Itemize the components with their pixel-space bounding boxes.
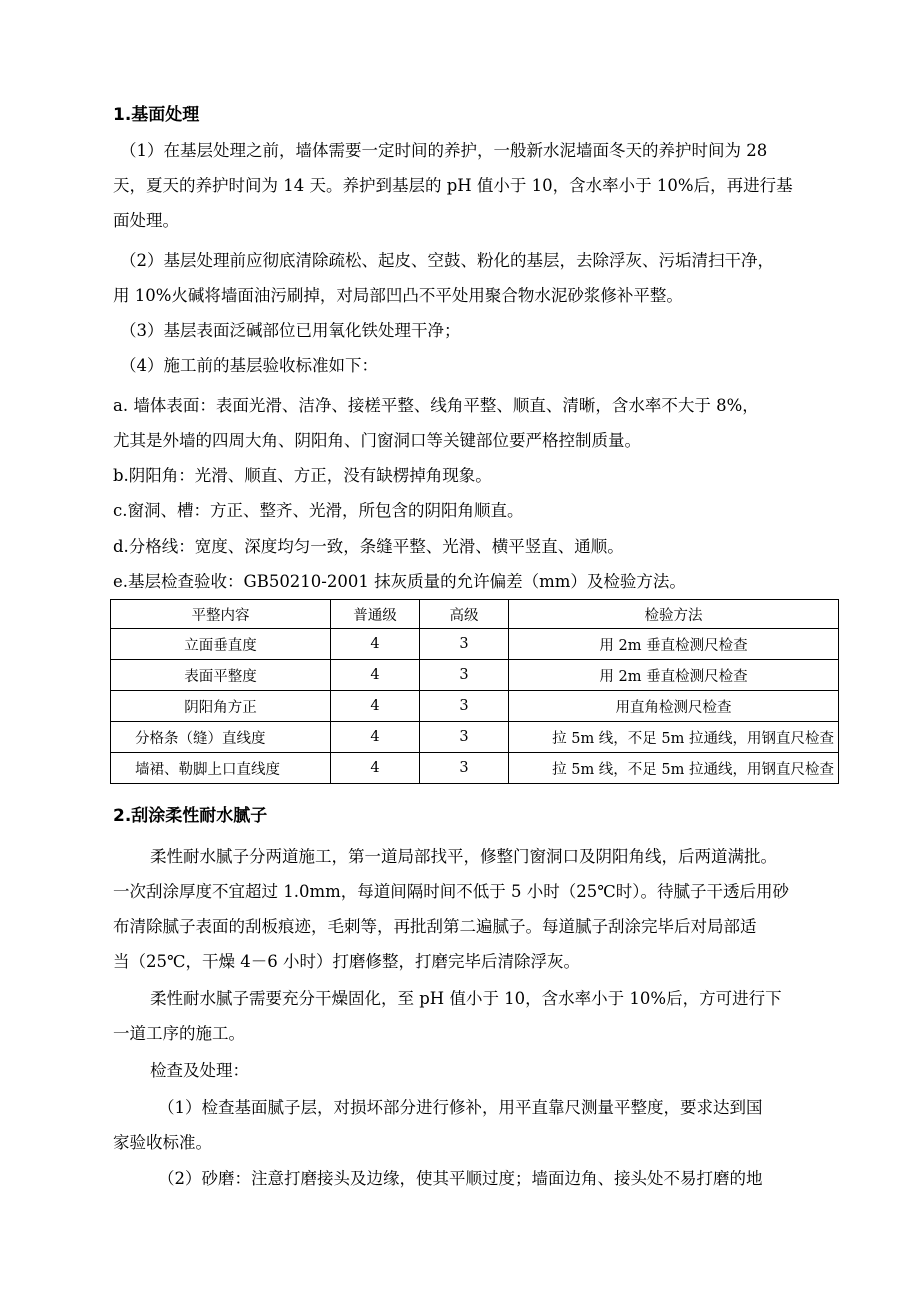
section-2-check-1-line-1: （1）检查基面腻子层，对损坏部分进行修补，用平直靠尺测量平整度，要求达到国 — [158, 1098, 763, 1117]
paragraph-1-line-1: （1）在基层处理之前，墙体需要一定时间的养护，一般新水泥墙面冬天的养护时间为 28 — [120, 141, 768, 160]
table-cell: 3 — [420, 753, 509, 784]
table-row — [111, 629, 839, 660]
section-2-check-2-line-1: （2）砂磨：注意打磨接头及边缘，使其平顺过度；墙面边角、接头处不易打磨的地 — [158, 1169, 763, 1188]
table-cell: 4 — [331, 753, 420, 784]
table-header-cell: 普通级 — [331, 600, 420, 629]
table-cell: 拉 5m 线，不足 5m 拉通线，用钢直尺检查 — [509, 722, 839, 753]
tolerance-table — [110, 599, 839, 784]
table-cell: 4 — [331, 722, 420, 753]
table-row — [111, 753, 839, 784]
table-row — [111, 660, 839, 691]
table-cell: 用直角检测尺检查 — [509, 691, 839, 722]
section-2-paragraph-1-line-4: 当（25℃，干燥 4－6 小时）打磨修整，打磨完毕后清除浮灰。 — [113, 952, 580, 971]
item-d: d.分格线：宽度、深度均匀一致，条缝平整、光滑、横平竖直、通顺。 — [113, 537, 624, 556]
table-cell: 4 — [331, 660, 420, 691]
table-cell: 3 — [420, 722, 509, 753]
section-1-heading: 1.基面处理 — [113, 105, 200, 125]
table-cell: 墙裙、勒脚上口直线度 — [111, 753, 331, 784]
item-c: c.窗洞、槽：方正、整齐、光滑，所包含的阴阳角顺直。 — [113, 501, 524, 520]
table-row — [111, 722, 839, 753]
item-a-line-1: a. 墙体表面：表面光滑、洁净、接槎平整、线角平整、顺直、清晰，含水率不大于 8%， — [113, 396, 759, 415]
table-header-row — [111, 600, 839, 629]
item-e: e.基层检查验收：GB50210-2001 抹灰质量的允许偏差（mm）及检验方法。 — [113, 572, 686, 591]
section-2-paragraph-1-line-1: 柔性耐水腻子分两道施工，第一道局部找平，修整门窗洞口及阴阳角线，后两道满批。 — [150, 847, 777, 866]
table-header-cell: 检验方法 — [509, 600, 839, 629]
section-2-heading: 2.刮涂柔性耐水腻子 — [113, 806, 268, 826]
table-cell: 阴阳角方正 — [111, 691, 331, 722]
paragraph-3: （3）基层表面泛碱部位已用氧化铁处理干净； — [120, 321, 461, 340]
table-cell: 用 2m 垂直检测尺检查 — [509, 660, 839, 691]
table-row — [111, 691, 839, 722]
section-2-paragraph-1-line-2: 一次刮涂厚度不宜超过 1.0mm，每道间隔时间不低于 5 小时（25℃时）。待腻子干透后用砂 — [113, 882, 789, 901]
paragraph-4: （4）施工前的基层验收标准如下： — [120, 356, 378, 375]
section-2-paragraph-1-line-3: 布清除腻子表面的刮板痕迹，毛刺等，再批刮第二遍腻子。每道腻子刮涂完毕后对局部适 — [113, 917, 757, 936]
item-a-line-2: 尤其是外墙的四周大角、阴阳角、门窗洞口等关键部位要严格控制质量。 — [113, 431, 641, 450]
section-2-paragraph-2-line-2: 一道工序的施工。 — [113, 1024, 245, 1043]
table-header-cell: 高级 — [420, 600, 509, 629]
section-2-paragraph-2-line-1: 柔性耐水腻子需要充分干燥固化，至 pH 值小于 10，含水率小于 10%后，方可进行下 — [150, 989, 782, 1008]
section-2-check-heading: 检查及处理： — [150, 1061, 249, 1080]
table-cell: 用 2m 垂直检测尺检查 — [509, 629, 839, 660]
paragraph-1-line-2: 天，夏天的养护时间为 14 天。养护到基层的 pH 值小于 10，含水率小于 10%后，再进行基 — [113, 176, 793, 195]
paragraph-1-line-3: 面处理。 — [113, 211, 179, 230]
table-cell: 3 — [420, 691, 509, 722]
table-cell: 表面平整度 — [111, 660, 331, 691]
table-cell: 3 — [420, 660, 509, 691]
table-cell: 3 — [420, 629, 509, 660]
item-b: b.阴阳角：光滑、顺直、方正，没有缺楞掉角现象。 — [113, 466, 492, 485]
section-2-check-1-line-2: 家验收标准。 — [113, 1133, 212, 1152]
paragraph-2-line-1: （2）基层处理前应彻底清除疏松、起皮、空鼓、粉化的基层，去除浮灰、污垢清扫干净， — [120, 251, 774, 270]
table-cell: 4 — [331, 691, 420, 722]
table-cell: 立面垂直度 — [111, 629, 331, 660]
table-cell: 拉 5m 线，不足 5m 拉通线，用钢直尺检查 — [509, 753, 839, 784]
paragraph-2-line-2: 用 10%火碱将墙面油污刷掉，对局部凹凸不平处用聚合物水泥砂浆修补平整。 — [113, 286, 683, 305]
table-cell: 4 — [331, 629, 420, 660]
table-cell: 分格条（缝）直线度 — [111, 722, 331, 753]
table-header-cell: 平整内容 — [111, 600, 331, 629]
